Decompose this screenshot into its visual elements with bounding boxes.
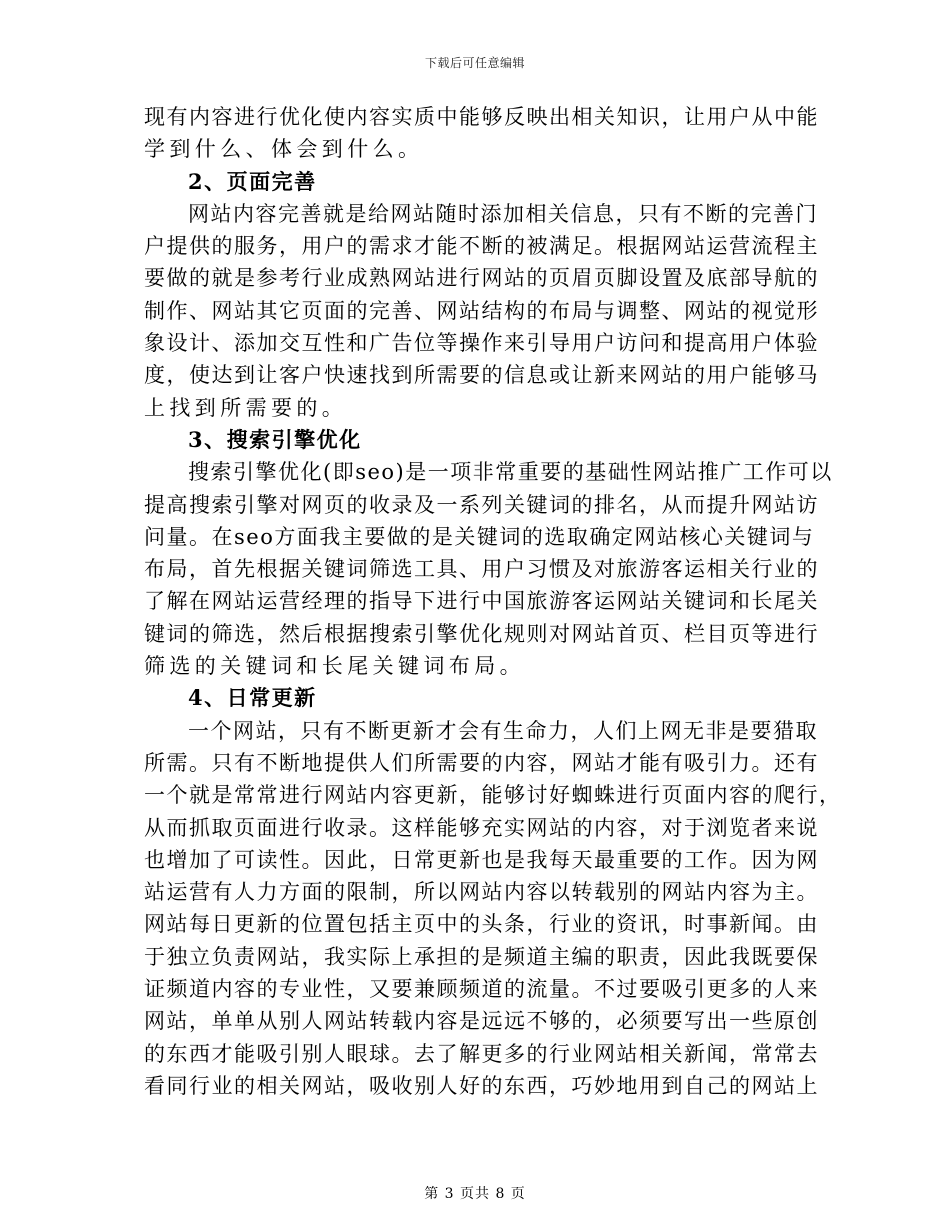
page-footer: 第 3 页共 8 页 [424,1186,526,1202]
body-line: 提高搜索引擎对网页的收录及一系列关键词的排名，从而提升网站访 [144,492,819,517]
body-line: 网站每日更新的位置包括主页中的头条，行业的资讯，时事新闻。由 [144,912,819,937]
body-line: 网站，单单从别人网站转载内容是远远不够的，必须要写出一些原创 [144,1009,819,1034]
body-line: 学到什么、体会到什么。 [144,137,424,162]
body-line: 现有内容进行优化使内容实质中能够反映出相关知识，让用户从中能 [144,105,819,129]
body-line: 也增加了可读性。因此，日常更新也是我每天最重要的工作。因为网 [144,847,819,872]
paragraph-first-line: 搜索引擎优化(即seo)是一项非常重要的基础性网站推广工作可以 [188,460,833,485]
body-line: 一个就是常常进行网站内容更新，能够讨好蜘蛛进行页面内容的爬行， [144,783,842,808]
body-line: 证频道内容的专业性，又要兼顾频道的流量。不过要吸引更多的人来 [144,977,819,1002]
body-line: 从而抓取页面进行收录。这样能够充实网站的内容，对于浏览者来说 [144,815,819,840]
body-line: 象设计、添加交互性和广告位等操作来引导用户访问和提高用户体验 [144,331,819,356]
paragraph-first-line: 一个网站，只有不断更新才会有生命力，人们上网无非是要猎取 [188,718,818,743]
section-heading-3: 3、搜索引擎优化 [188,426,362,452]
body-line: 户提供的服务，用户的需求才能不断的被满足。根据网站运营流程主 [144,234,819,259]
section-heading-2: 2、页面完善 [188,168,317,194]
body-line: 于独立负责网站，我实际上承担的是频道主编的职责，因此我既要保 [144,944,819,969]
body-line: 的东西才能吸引别人眼球。去了解更多的行业网站相关新闻，常常去 [144,1041,819,1066]
body-line: 站运营有人力方面的限制，所以网站内容以转载别的网站内容为主。 [144,880,819,905]
body-line: 要做的就是参考行业成熟网站进行网站的页眉页脚设置及底部导航的 [144,266,819,291]
body-line: 所需。只有不断地提供人们所需要的内容，网站才能有吸引力。还有 [144,750,819,775]
body-line: 布局，首先根据关键词筛选工具、用户习惯及对旅游客运相关行业的 [144,557,819,582]
body-line: 筛选的关键词和长尾关键词布局。 [144,654,525,679]
body-line: 了解在网站运营经理的指导下进行中国旅游客运网站关键词和长尾关 [144,589,819,614]
body-line: 度，使达到让客户快速找到所需要的信息或让新来网站的用户能够马 [144,363,819,388]
paragraph-first-line: 网站内容完善就是给网站随时添加相关信息，只有不断的完善门 [188,201,818,226]
document-body [144,101,842,1102]
body-line: 键词的筛选，然后根据搜索引擎优化规则对网站首页、栏目页等进行 [144,621,819,646]
body-line: 制作、网站其它页面的完善、网站结构的布局与调整、网站的视觉形 [144,298,819,323]
page-header: 下载后可任意编辑 [424,56,525,70]
body-line: 看同行业的相关网站，吸收别人好的东西，巧妙地用到自己的网站上 [144,1073,819,1098]
body-line: 问量。在seo方面我主要做的是关键词的选取确定网站核心关键词与 [144,524,815,549]
body-line: 上找到所需要的。 [144,395,348,420]
section-heading-4: 4、日常更新 [188,685,317,711]
